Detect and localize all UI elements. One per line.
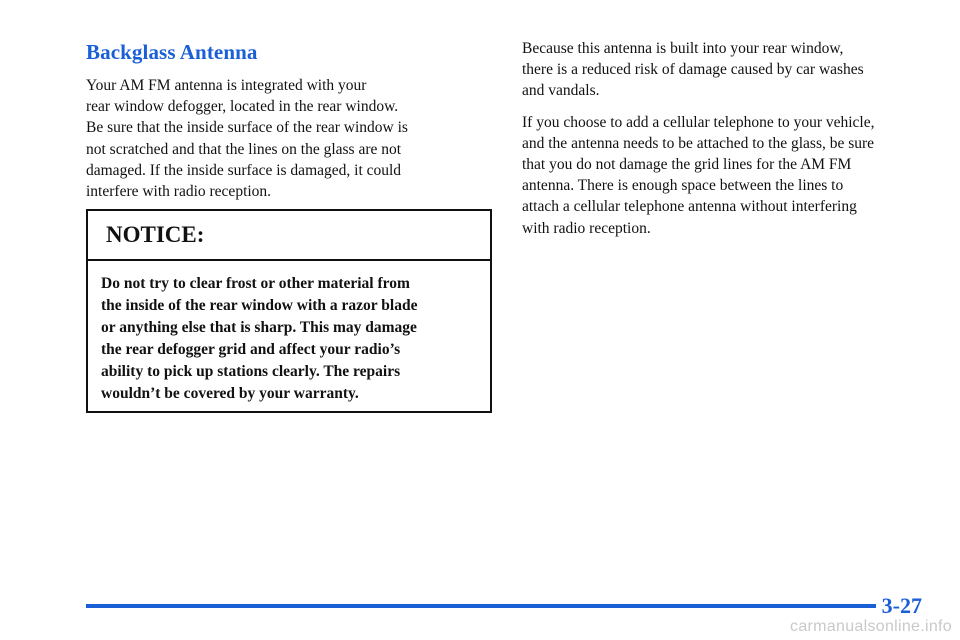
intro-line: damaged. If the inside surface is damaged, it could	[86, 161, 402, 179]
notice-body	[88, 261, 490, 405]
intro-paragraph	[86, 75, 492, 202]
intro-line: Be sure that the inside surface of the rear window is	[86, 119, 408, 137]
paragraph-line: If you choose to add a cellular telephone to your vehicle,	[522, 113, 875, 131]
left-column	[86, 38, 492, 202]
paragraph-line: attach a cellular telephone antenna without interfering	[522, 198, 857, 216]
notice-line: Do not try to clear frost or other material from	[101, 275, 410, 292]
intro-line: interfere with radio reception.	[86, 183, 272, 201]
paragraph-line: antenna. There is enough space between the lines to	[522, 177, 844, 195]
notice-box	[86, 209, 492, 413]
notice-heading: NOTICE:	[88, 211, 490, 261]
page-number: 3-27	[881, 593, 922, 618]
right-column	[522, 38, 932, 249]
paragraph-line: that you do not damage the grid lines for the AM FM	[522, 156, 852, 174]
right-paragraph-2	[522, 112, 932, 239]
paragraph-line: and the antenna needs to be attached to the glass, be sure	[522, 134, 875, 152]
notice-line: the rear defogger grid and affect your radio’s	[101, 341, 401, 358]
paragraph-line: Because this antenna is built into your rear window,	[522, 40, 844, 57]
watermark: carmanualsonline.info	[790, 618, 952, 635]
section-title: Backglass Antenna	[86, 40, 258, 64]
intro-line: Your AM FM antenna is integrated with your	[86, 77, 367, 94]
intro-line: not scratched and that the lines on the glass are not	[86, 140, 402, 158]
paragraph-line: with radio reception.	[522, 219, 651, 237]
notice-line: or anything else that is sharp. This may damage	[101, 319, 417, 336]
right-paragraph-1	[522, 38, 932, 102]
paragraph-line: and vandals.	[522, 82, 600, 100]
footer-rule	[86, 604, 876, 608]
intro-line: rear window defogger, located in the rear window.	[86, 98, 399, 116]
paragraph-line: there is a reduced risk of damage caused by car washes	[522, 61, 864, 79]
notice-line: the inside of the rear window with a razor blade	[101, 297, 418, 314]
notice-line: ability to pick up stations clearly. The repairs	[101, 363, 401, 380]
notice-line: wouldn’t be covered by your warranty.	[101, 385, 359, 402]
